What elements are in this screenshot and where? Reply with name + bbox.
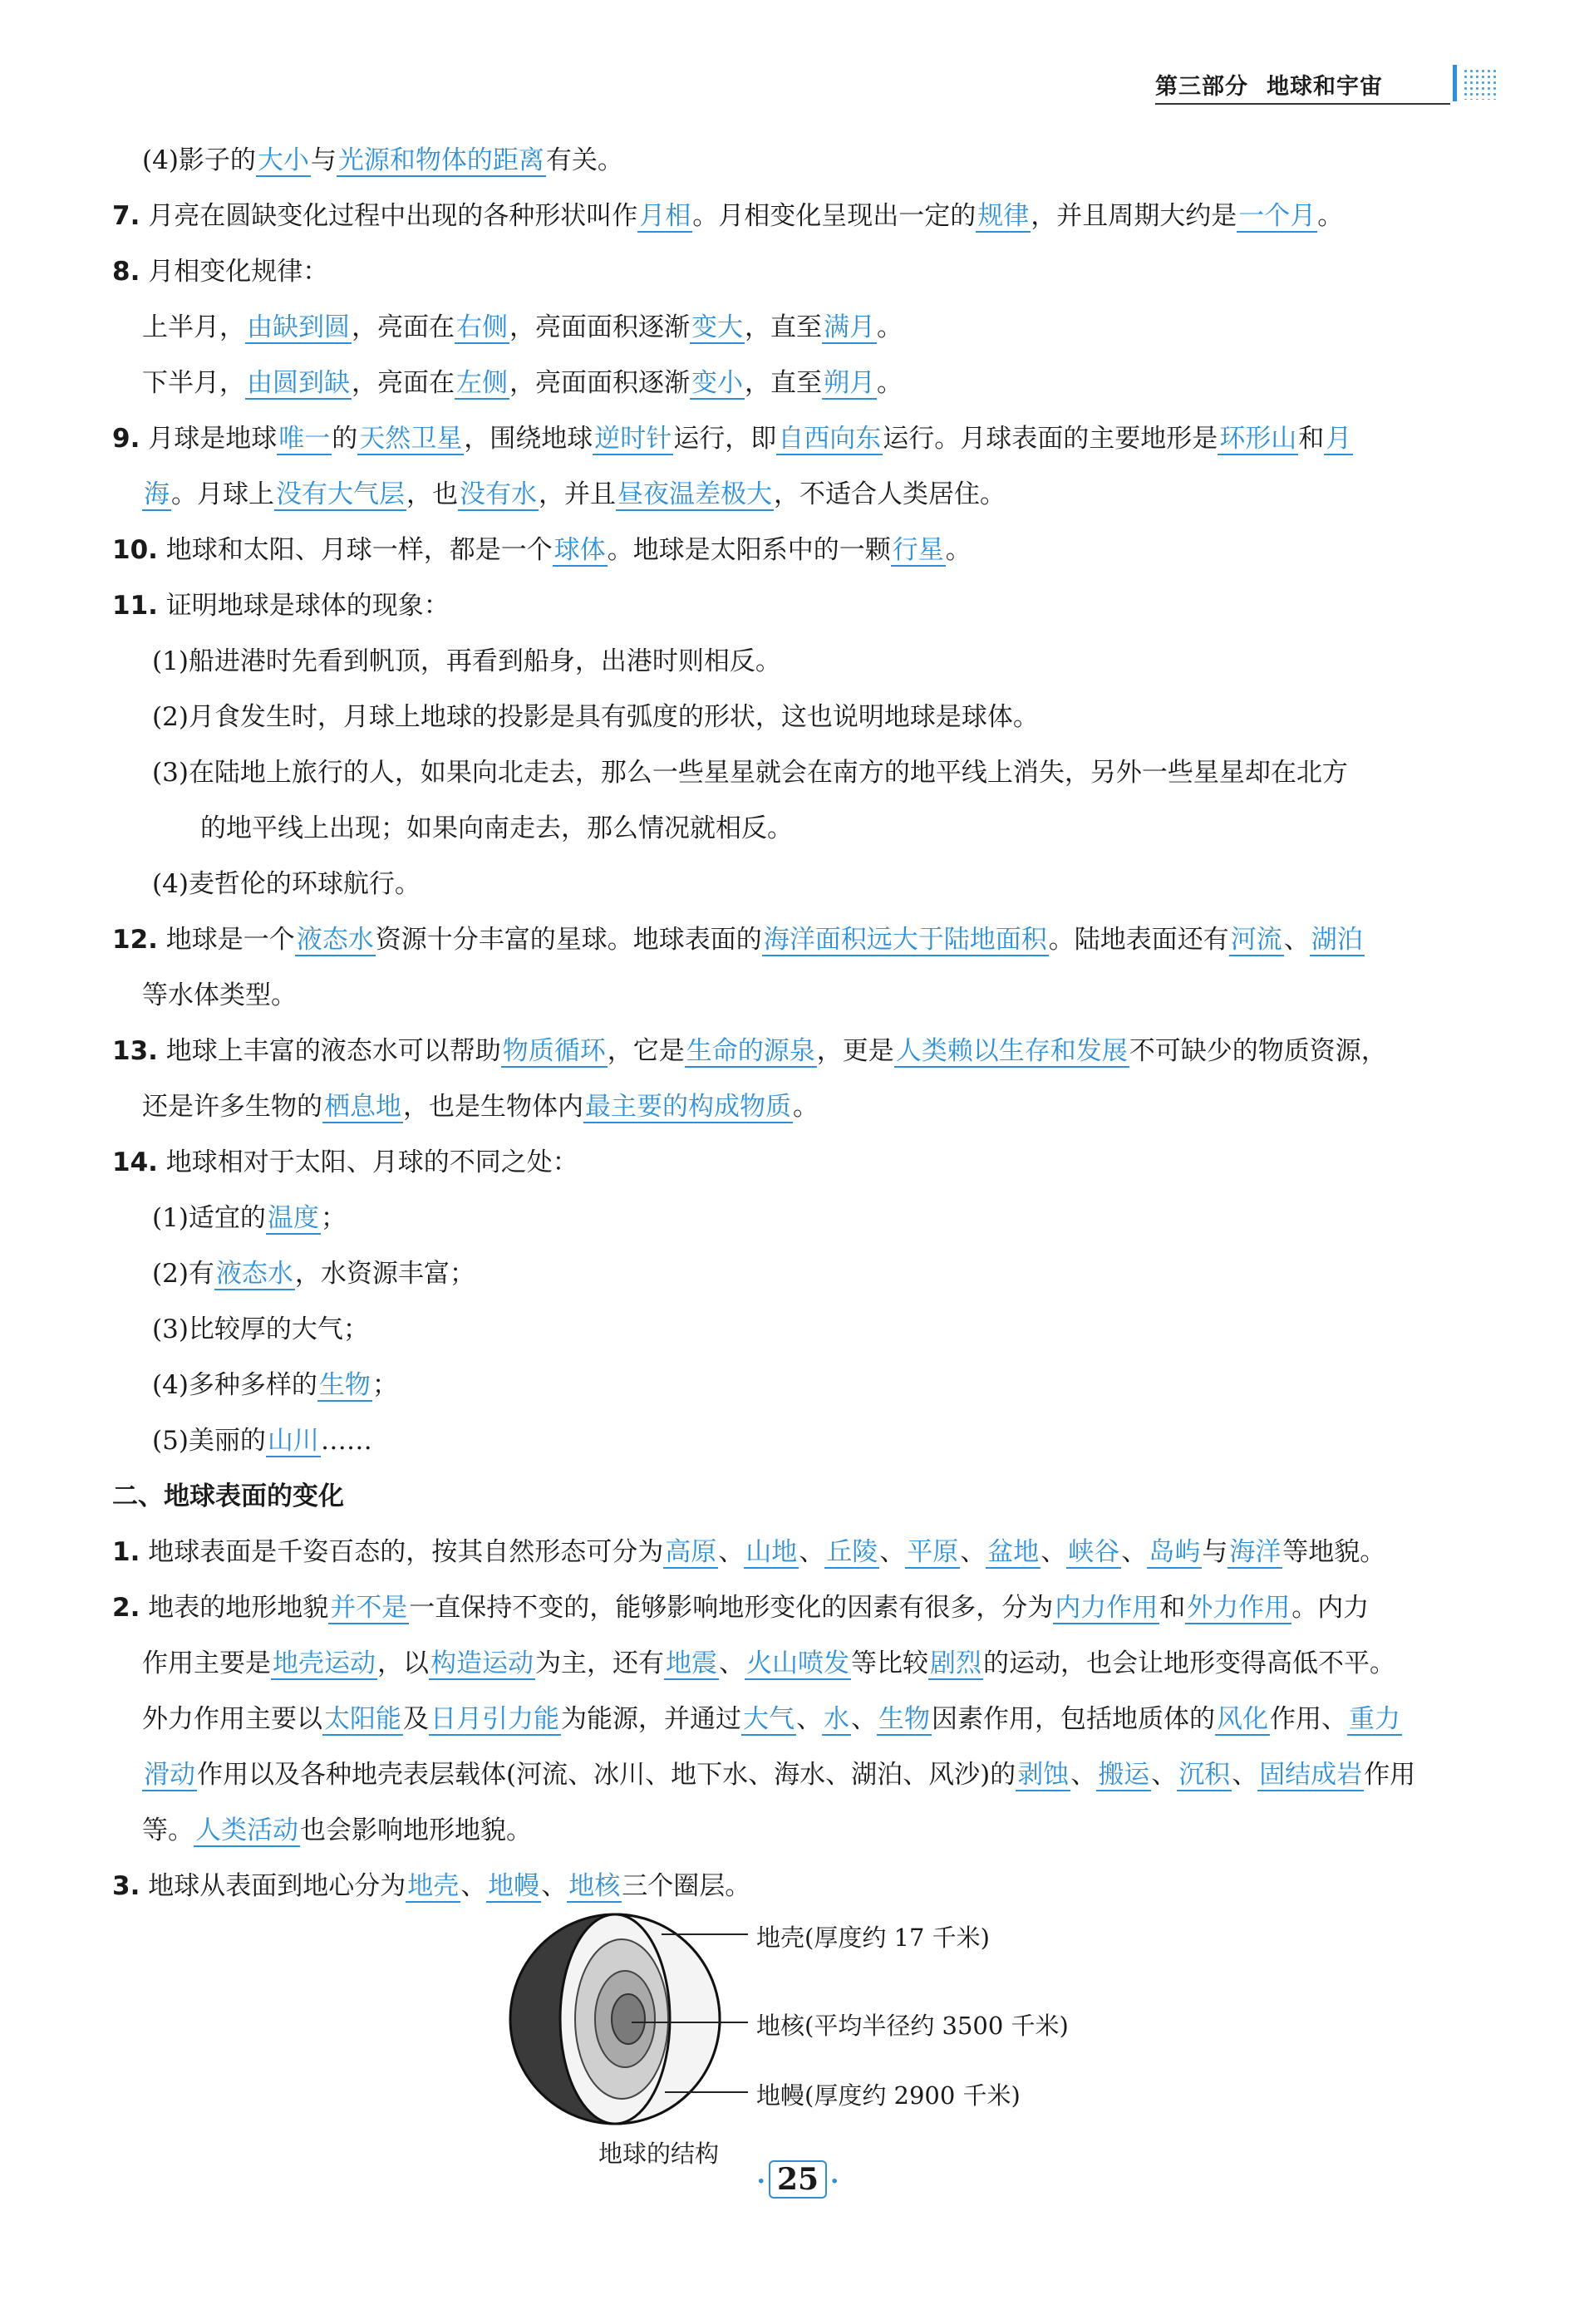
text-line: [112, 467, 1483, 523]
text-segment: 。: [945, 535, 972, 565]
answer-fill: 滑动: [144, 1760, 195, 1790]
answer-fill: 由缺到圆: [247, 312, 350, 342]
answer-fill: 液态水: [296, 925, 374, 955]
text-segment: 证明地球是球体的现象：: [157, 591, 450, 621]
text-segment: 地球上丰富的液态水可以帮助: [157, 1036, 501, 1066]
text-segment: (3)比较厚的大气；: [152, 1314, 369, 1344]
answer-fill: 固结成岩: [1259, 1760, 1363, 1790]
text-line: [112, 1469, 1483, 1525]
item-number: 11.: [112, 591, 158, 621]
page-header: [1155, 68, 1383, 101]
text-segment: (4)麦哲伦的环球航行。: [152, 869, 421, 899]
text-line: [112, 133, 1483, 189]
answer-fill: 右侧: [456, 312, 508, 342]
text-segment: 。地球是太阳系中的一颗: [607, 535, 891, 565]
answer-fill: 温度: [267, 1203, 319, 1233]
text-segment: (5)美丽的: [152, 1426, 266, 1456]
text-segment: 、: [719, 1648, 745, 1678]
text-line: [112, 356, 1483, 411]
text-segment: 。: [793, 1092, 819, 1122]
text-segment: ，并且周期大约是: [1031, 201, 1237, 231]
text-segment: (2)月食发生时，月球上地球的投影是具有弧度的形状，这也说明地球是球体。: [152, 702, 1039, 732]
text-line: [112, 1747, 1483, 1803]
answer-fill: 峡谷: [1068, 1537, 1120, 1567]
text-segment: ，水资源丰富；: [294, 1259, 475, 1289]
answer-fill: 人类赖以生存和发展: [895, 1036, 1128, 1066]
item-number: 2.: [112, 1593, 140, 1623]
text-segment: 资源十分丰富的星球。地球表面的: [375, 925, 762, 955]
item-number: 二、地球表面的变化: [112, 1481, 344, 1511]
text-line: [112, 244, 1483, 300]
answer-fill: 并不是: [330, 1593, 408, 1623]
answer-fill: 重力: [1349, 1704, 1400, 1734]
text-segment: 、: [796, 1704, 822, 1734]
answer-fill: 火山喷发: [746, 1648, 849, 1678]
text-segment: (1)适宜的: [152, 1203, 266, 1233]
answer-fill: 地核: [568, 1871, 621, 1901]
answer-fill: 太阳能: [324, 1704, 401, 1734]
text-line: [112, 578, 1483, 634]
answer-fill: 风化: [1217, 1704, 1268, 1734]
text-line: [112, 1358, 1483, 1413]
answer-fill: 地壳运动: [273, 1648, 376, 1678]
answer-fill: 河流: [1230, 925, 1282, 955]
header-accent-bar: [1453, 65, 1457, 101]
text-segment: 、: [799, 1537, 825, 1567]
text-line: [112, 1636, 1483, 1692]
text-line: [112, 1135, 1483, 1191]
text-segment: 与: [310, 145, 337, 175]
text-segment: 运行，即: [673, 424, 777, 454]
answer-fill: 日月引力能: [430, 1704, 559, 1734]
text-segment: 运行。月球表面的主要地形是: [883, 424, 1218, 454]
text-line: [112, 189, 1483, 244]
text-line: [112, 1079, 1483, 1135]
text-line: [112, 1302, 1483, 1358]
answer-fill: 液态水: [215, 1259, 293, 1289]
answer-fill: 海洋: [1229, 1537, 1282, 1567]
answer-fill: 栖息地: [324, 1092, 401, 1122]
text-line: [112, 1580, 1483, 1636]
text-segment: 。月球上: [171, 479, 274, 509]
text-segment: (2)有: [152, 1259, 214, 1289]
text-segment: ，也: [406, 479, 458, 509]
text-segment: 月相变化规律：: [140, 257, 329, 287]
text-segment: (1)船进港时先看到帆顶，再看到船身，出港时则相反。: [152, 646, 781, 676]
text-segment: 、: [1041, 1537, 1067, 1567]
text-segment: 作用以及各种地壳表层载体(河流、冰川、地下水、海水、湖泊、风沙)的: [197, 1760, 1016, 1790]
text-segment: 地表的地形地貌: [140, 1593, 329, 1623]
label-mantle: 地幔(厚度约 2900 千米): [756, 2081, 1021, 2110]
text-line: [112, 745, 1483, 801]
item-number: 14.: [112, 1147, 158, 1177]
text-segment: 。陆地表面还有: [1048, 925, 1229, 955]
item-number: 3.: [112, 1871, 140, 1901]
text-segment: 。: [877, 368, 903, 398]
item-number: 10.: [112, 535, 158, 565]
text-segment: 等比较: [851, 1648, 928, 1678]
answer-fill: 规律: [977, 201, 1030, 231]
text-segment: 的地平线上出现；如果向南走去，那么情况就相反。: [200, 813, 793, 843]
text-segment: 等地貌。: [1282, 1537, 1386, 1567]
text-line: [112, 1024, 1483, 1079]
answer-fill: 地壳: [407, 1871, 460, 1901]
answer-fill: 丘陵: [826, 1537, 878, 1567]
text-segment: 地球和太阳、月球一样，都是一个: [157, 535, 553, 565]
answer-fill: 外力作用: [1187, 1593, 1291, 1623]
text-line: [112, 1692, 1483, 1747]
text-segment: 还是许多生物的: [142, 1092, 322, 1122]
text-segment: ，亮面面积逐渐: [509, 312, 690, 342]
text-segment: 不可缺少的物质资源，: [1129, 1036, 1387, 1066]
text-segment: ；: [320, 1203, 347, 1233]
text-segment: 外力作用主要以: [142, 1704, 322, 1734]
answer-fill: 没有水: [460, 479, 537, 509]
text-segment: 、: [1151, 1760, 1178, 1790]
answer-fill: 行星: [892, 535, 944, 565]
figure-caption: 地球的结构: [598, 2140, 720, 2168]
text-segment: ，亮面在: [352, 368, 455, 398]
answer-fill: 逆时针: [594, 424, 672, 454]
text-line: [112, 1191, 1483, 1246]
text-segment: 与: [1202, 1537, 1228, 1567]
answer-fill: 地幔: [488, 1871, 540, 1901]
text-segment: 、: [960, 1537, 986, 1567]
answer-fill: 变小: [691, 368, 743, 398]
text-segment: ，它是: [607, 1036, 685, 1066]
text-segment: 三个圈层。: [622, 1871, 751, 1901]
text-segment: 、: [1121, 1537, 1148, 1567]
text-segment: 地球相对于太阳、月球的不同之处：: [157, 1147, 578, 1177]
text-segment: 一直保持不变的，能够影响地形变化的因素有很多，分为: [409, 1593, 1054, 1623]
answer-fill: 地震: [666, 1648, 717, 1678]
text-segment: 、: [1283, 925, 1310, 955]
answer-fill: 没有大气层: [276, 479, 405, 509]
answer-fill: 山川: [267, 1426, 319, 1456]
text-segment: ，直至: [745, 368, 822, 398]
text-segment: 的: [332, 424, 358, 454]
header-title: 地球和宇宙: [1267, 74, 1383, 100]
page-body: [112, 133, 1483, 1914]
answer-fill: 湖泊: [1311, 925, 1363, 955]
text-segment: 等水体类型。: [142, 980, 297, 1010]
text-segment: 作用、: [1270, 1704, 1347, 1734]
answer-fill: 光源和物体的距离: [337, 145, 544, 175]
text-segment: (4)影子的: [142, 145, 256, 175]
text-line: [112, 912, 1483, 968]
item-number: 13.: [112, 1036, 158, 1066]
text-segment: ，不适合人类居住。: [774, 479, 1006, 509]
text-segment: 为主，还有: [535, 1648, 664, 1678]
item-number: 1.: [112, 1537, 140, 1567]
answer-fill: 变大: [691, 312, 743, 342]
answer-fill: 剧烈: [930, 1648, 981, 1678]
text-segment: 及: [403, 1704, 429, 1734]
text-segment: 、: [541, 1871, 568, 1901]
answer-fill: 自西向东: [778, 424, 882, 454]
text-segment: 、: [851, 1704, 877, 1734]
text-segment: ，并且: [539, 479, 616, 509]
text-segment: ，以: [377, 1648, 429, 1678]
answer-fill: 一个月: [1238, 201, 1316, 231]
text-line: [112, 300, 1483, 356]
text-segment: 下半月，: [142, 368, 245, 398]
answer-fill: 月相: [639, 201, 691, 231]
text-line: [112, 1246, 1483, 1302]
label-core: 地核(平均半径约 3500 千米): [756, 2012, 1069, 2040]
text-segment: 。: [877, 312, 903, 342]
answer-fill: 天然卫星: [359, 424, 463, 454]
text-segment: 因素作用，包括地质体的: [932, 1704, 1215, 1734]
text-segment: (4)多种多样的: [152, 1370, 317, 1400]
answer-fill: 内力作用: [1055, 1593, 1159, 1623]
answer-fill: 环形山: [1219, 424, 1297, 454]
text-segment: 等。: [142, 1815, 194, 1845]
answer-fill: 大小: [257, 145, 309, 175]
text-line: [112, 1803, 1483, 1859]
answer-fill: 剥蚀: [1017, 1760, 1070, 1790]
text-segment: 月球是地球: [140, 424, 278, 454]
answer-fill: 搬运: [1098, 1760, 1150, 1790]
text-line: [112, 1525, 1483, 1580]
answer-fill: 平原: [907, 1537, 959, 1567]
text-segment: ，更是: [816, 1036, 894, 1066]
text-segment: ，直至: [745, 312, 822, 342]
text-segment: 作用主要是: [142, 1648, 271, 1678]
text-segment: 月亮在圆缺变化过程中出现的各种形状叫作: [140, 201, 638, 231]
text-segment: 地球是一个: [157, 925, 295, 955]
answer-fill: 生物: [878, 1704, 930, 1734]
text-line: [112, 857, 1483, 912]
answer-fill: 海洋面积远大于陆地面积: [763, 925, 1047, 955]
answer-fill: 唯一: [278, 424, 331, 454]
header-part: 第三部分: [1155, 74, 1248, 100]
answer-fill: 海: [144, 479, 170, 509]
text-segment: 为能源，并通过: [561, 1704, 741, 1734]
item-number: 12.: [112, 925, 158, 955]
text-segment: 地球从表面到地心分为: [140, 1871, 406, 1901]
answer-fill: 昼夜温差极大: [617, 479, 772, 509]
answer-fill: 生物: [318, 1370, 371, 1400]
text-segment: 和: [1159, 1593, 1186, 1623]
text-segment: 地球表面是千姿百态的，按其自然形态可分为: [140, 1537, 664, 1567]
text-segment: ；: [371, 1370, 398, 1400]
answer-fill: 盆地: [987, 1537, 1040, 1567]
answer-fill: 满月: [824, 312, 875, 342]
page-number-value: 25: [769, 2160, 827, 2199]
page-number: · 25 ·: [756, 2162, 839, 2197]
answer-fill: 球体: [553, 535, 606, 565]
answer-fill: 构造运动: [430, 1648, 534, 1678]
text-segment: 上半月，: [142, 312, 245, 342]
item-number: 8.: [112, 257, 140, 287]
text-segment: ……: [320, 1426, 372, 1456]
text-line: [112, 801, 1483, 857]
header-dot-pattern: [1463, 68, 1498, 100]
text-segment: 。月相变化呈现出一定的: [692, 201, 977, 231]
text-segment: 作用: [1364, 1760, 1416, 1790]
text-segment: 、: [460, 1871, 487, 1901]
text-segment: 、: [718, 1537, 745, 1567]
text-segment: 、: [1070, 1760, 1097, 1790]
text-segment: 也会影响地形地貌。: [300, 1815, 532, 1845]
answer-fill: 人类活动: [195, 1815, 298, 1845]
text-line: [112, 690, 1483, 745]
text-segment: ，亮面在: [352, 312, 455, 342]
answer-fill: 左侧: [456, 368, 508, 398]
answer-fill: 月: [1326, 424, 1352, 454]
text-line: [112, 411, 1483, 467]
answer-fill: 沉积: [1178, 1760, 1231, 1790]
text-segment: ，亮面面积逐渐: [509, 368, 690, 398]
text-line: [112, 1413, 1483, 1469]
text-line: [112, 968, 1483, 1024]
answer-fill: 朔月: [824, 368, 875, 398]
text-segment: 有关。: [545, 145, 623, 175]
answer-fill: 物质循环: [502, 1036, 606, 1066]
text-segment: 的运动，也会让地形变得高低不平。: [983, 1648, 1395, 1678]
answer-fill: 大气: [743, 1704, 795, 1734]
text-line: [112, 1859, 1483, 1914]
header-rule: [1155, 103, 1450, 105]
label-crust: 地壳(厚度约 17 千米): [756, 1924, 990, 1952]
text-segment: 、: [879, 1537, 906, 1567]
earth-structure-diagram: [507, 1911, 1172, 2127]
answer-fill: 最主要的构成物质: [585, 1092, 791, 1122]
text-line: [112, 634, 1483, 690]
text-segment: 和: [1298, 424, 1325, 454]
text-segment: ，也是生物体内: [403, 1092, 583, 1122]
answer-fill: 岛屿: [1149, 1537, 1201, 1567]
text-segment: 、: [1232, 1760, 1258, 1790]
text-segment: ，围绕地球: [464, 424, 593, 454]
text-segment: 。: [1317, 201, 1344, 231]
answer-fill: 生命的源泉: [686, 1036, 815, 1066]
answer-fill: 高原: [665, 1537, 717, 1567]
text-segment: 。内力: [1291, 1593, 1370, 1623]
answer-fill: 山地: [745, 1537, 798, 1567]
answer-fill: 由圆到缺: [247, 368, 350, 398]
text-line: [112, 523, 1483, 578]
answer-fill: 水: [824, 1704, 849, 1734]
item-number: 9.: [112, 424, 140, 454]
text-segment: (3)在陆地上旅行的人，如果向北走去，那么一些星星就会在南方的地平线上消失，另外一些星星却在北方: [152, 758, 1348, 788]
item-number: 7.: [112, 201, 140, 231]
